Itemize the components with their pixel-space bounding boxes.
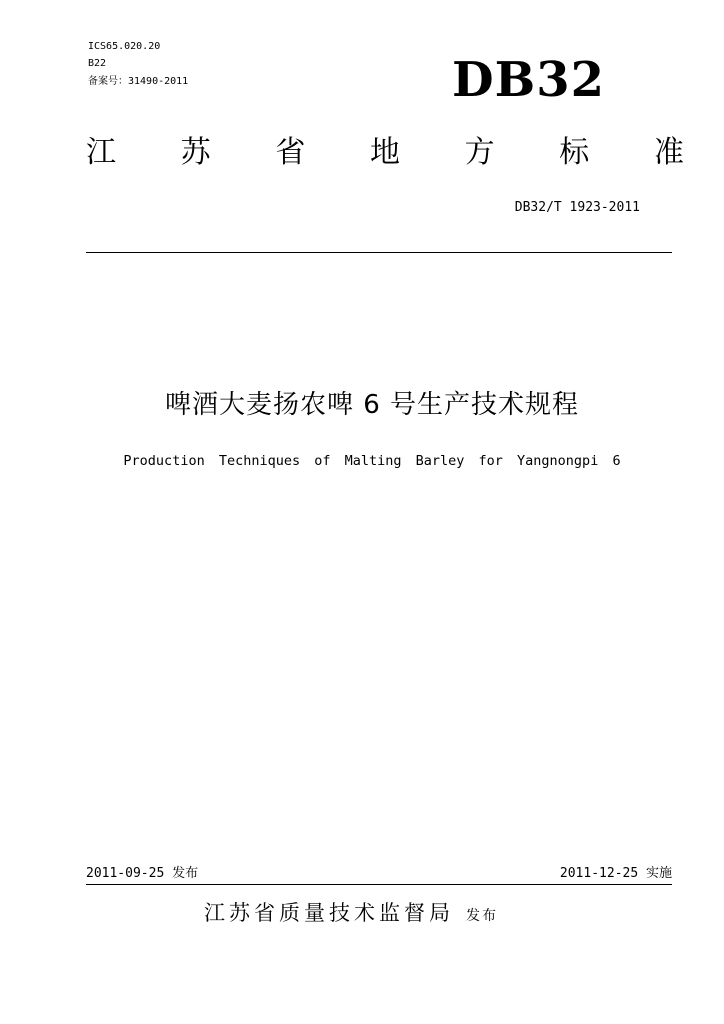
chinese-title: 啤酒大麦扬农啤 6 号生产技术规程 <box>164 390 580 420</box>
standard-type-char: 标 <box>559 135 590 170</box>
issue-date: 2011-09-25 发布 <box>86 866 199 881</box>
standard-type-char: 方 <box>464 135 495 170</box>
standard-type-char: 苏 <box>180 135 211 170</box>
standard-code-logo: DB32 <box>452 52 605 108</box>
top-divider <box>86 252 672 253</box>
classification-code: B22 <box>88 58 107 69</box>
record-number: 备案号：31490-2011 <box>88 76 189 87</box>
issuer-suffix: 发布 <box>466 908 498 924</box>
issuer-name: 江苏省质量技术监督局 <box>204 901 454 925</box>
standard-type-char: 地 <box>369 135 400 170</box>
implementation-date: 2011-12-25 实施 <box>559 866 672 881</box>
standard-number: DB32/T 1923-2011 <box>514 200 640 215</box>
bottom-divider <box>86 884 672 885</box>
standard-type-char: 准 <box>653 135 684 170</box>
english-title: Production Techniques of Malting Barley for Yangnongpi 6 <box>123 453 621 469</box>
standard-type-heading <box>86 134 684 172</box>
standard-type-char: 省 <box>275 135 306 170</box>
standard-type-char: 江 <box>86 135 116 170</box>
issuer-line <box>204 898 498 931</box>
ics-code: ICS65.020.20 <box>88 41 161 52</box>
